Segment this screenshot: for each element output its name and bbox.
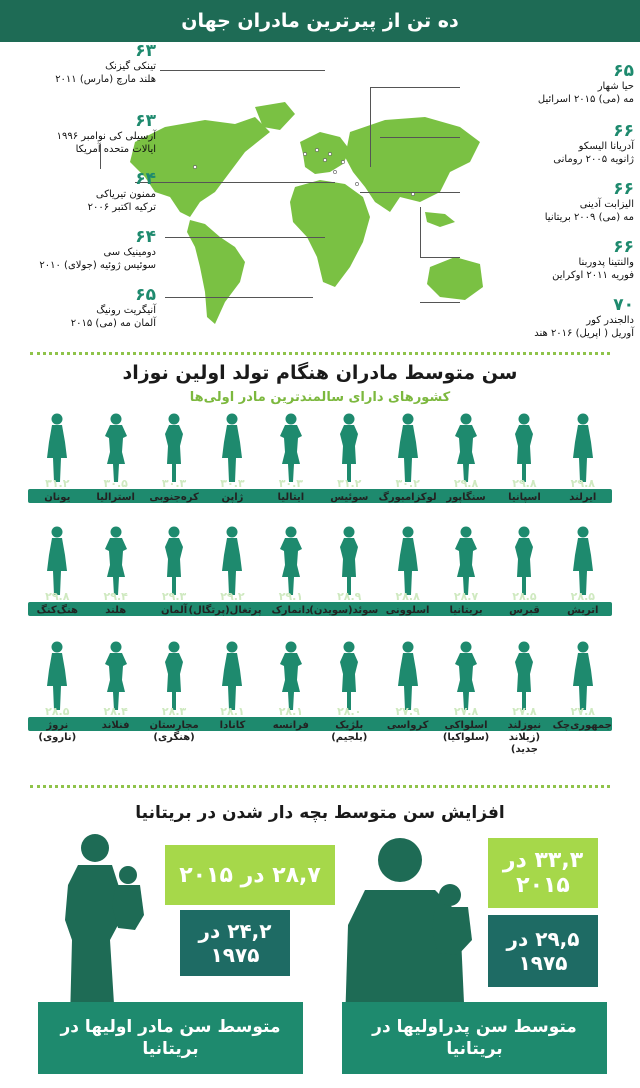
section-subtitle: کشورهای دارای سالمندترین مادر اولی‌ها: [189, 390, 451, 405]
country-cell: ۲۸.۱ فرانسه: [272, 705, 309, 731]
country-row: [28, 525, 612, 643]
mother-entry: ۶۵ آنیگریت رونیگ آلمان مه (می) ۲۰۱۵: [70, 285, 156, 329]
mother-entry: ۶۶ آدریانا الیسکو ژانویه ۲۰۰۵ رومانی: [553, 121, 634, 165]
mother-entry: ۶۵ حیا شهار مه (می) ۲۰۱۵ اسرائیل: [537, 61, 634, 105]
mother-2015-box: ۲۸,۷ در ۲۰۱۵: [165, 845, 335, 905]
woman-silhouette: [212, 525, 252, 595]
father-2015-box: ۳۳,۳ در ۲۰۱۵: [488, 838, 598, 908]
mother-entry: ۶۳ تینکی گیزنک هلند مارچ (مارس) ۲۰۱۱: [55, 41, 156, 85]
leader-line: [380, 137, 460, 138]
father-child-silhouette: [340, 835, 490, 1025]
mother-child-silhouette: [40, 830, 170, 1020]
father-label-box: متوسط سن پدراولیها در بریتانیا: [342, 1002, 607, 1074]
woman-silhouette: [446, 525, 486, 595]
mother-1975-box: ۲۴,۲ در ۱۹۷۵: [180, 910, 290, 976]
country-cell: ۲۹.۴ هلند: [103, 590, 128, 616]
country-cell: ۲۹.۸ هنگ‌کنگ: [36, 590, 78, 616]
woman-silhouette: [271, 525, 311, 595]
country-cell: ۲۸.۵ قبرس: [509, 590, 540, 616]
country-row: [28, 412, 612, 530]
divider: [30, 352, 610, 355]
country-cell: ۲۸.۰ بلژیک (بلجیم): [331, 705, 368, 743]
leader-line: [420, 207, 421, 257]
mother-entry: ۷۰ دالجندر کور آوریل ( اپریل) ۲۰۱۶ هند: [534, 295, 634, 339]
woman-silhouette: [388, 640, 428, 710]
page-title: ده تن از پیرترین مادران جهان: [181, 10, 459, 32]
country-cell: ۳۱.۲ یونان: [44, 477, 71, 503]
country-cell: ۲۸.۴ فنلاند: [101, 705, 130, 731]
page-header: [0, 0, 640, 42]
row-labels: [28, 477, 612, 504]
woman-silhouette: [212, 412, 252, 482]
divider: [30, 785, 610, 788]
woman-silhouette: [446, 640, 486, 710]
country-cell: ۲۸.۵ اتریش: [567, 590, 599, 616]
woman-silhouette: [154, 412, 194, 482]
country-cell: ۲۸.۹ سوئد(سویدن): [309, 590, 379, 616]
country-cell: ۲۸.۷ بریتانیا: [449, 590, 483, 616]
mother-entry: ۶۳ آرسیلی کی نوامبر ۱۹۹۶ ایالات متحده آمریکا: [56, 111, 156, 155]
country-cell: ۲۹.۸ ایرلند: [569, 477, 597, 503]
world-map-section: [0, 42, 640, 347]
country-cell: ۳۰.۲ لوکزامبورگ: [378, 477, 437, 503]
country-cell: ۳۰.۳ ژاپن: [220, 477, 245, 503]
woman-silhouette: [504, 412, 544, 482]
country-cell: ۲۹.۲ پرتغال(پرتگال): [188, 590, 262, 616]
section-title: افزایش سن متوسط بچه دار شدن در بریتانیا: [135, 803, 505, 823]
mother-entry: ۶۶ الیزابت آدینی مه (می) ۲۰۰۹ بریتانیا: [544, 179, 634, 223]
woman-silhouette: [96, 640, 136, 710]
figure-row: [28, 525, 612, 595]
country-cell: ۲۸.۸ اسلوونی: [385, 590, 430, 616]
woman-silhouette: [388, 525, 428, 595]
woman-silhouette: [96, 412, 136, 482]
leader-line: [165, 237, 325, 238]
woman-silhouette: [96, 525, 136, 595]
country-cell: ۲۹.۱ دانمارک: [271, 590, 311, 616]
woman-silhouette: [563, 640, 603, 710]
mother-label-box: متوسط سن مادر اولیها در بریتانیا: [38, 1002, 303, 1074]
country-cell: ۳۱.۲ سوئیس: [330, 477, 369, 503]
figure-row: [28, 412, 612, 482]
leader-line: [420, 302, 460, 303]
country-cell: ۲۸.۵ نروژ (ناروی): [38, 705, 77, 743]
woman-silhouette: [37, 412, 77, 482]
woman-silhouette: [388, 412, 428, 482]
country-cell: ۳۰.۵ استرالیا: [96, 477, 135, 503]
mother-entry: ۶۶ والنتینا پدوربنا فوریه ۲۰۱۱ اوکراین: [552, 237, 634, 281]
country-cell: ۲۹.۳ آلمان: [160, 590, 188, 616]
woman-silhouette: [446, 412, 486, 482]
country-cell: ۲۹.۸ سنگاپور: [446, 477, 486, 503]
country-cell: ۳۰.۳ ایتالیا: [277, 477, 305, 503]
country-cell: ۲۹.۸ اسپانیا: [508, 477, 541, 503]
woman-silhouette: [37, 525, 77, 595]
country-cell: ۲۷.۸ جمهوری‌چک: [552, 705, 612, 731]
figure-row: [28, 640, 612, 710]
woman-silhouette: [37, 640, 77, 710]
mother-entry: ۶۴ دومینیک سی سوئیس ژوئیه (جولای) ۲۰۱۰: [39, 227, 156, 271]
woman-silhouette: [563, 525, 603, 595]
leader-line: [370, 87, 371, 167]
country-cell: ۲۷.۸ اسلواکی (سلواکیا): [442, 705, 490, 743]
country-cell: ۲۸.۳ مجارستان (هنگری): [149, 705, 199, 743]
woman-silhouette: [154, 640, 194, 710]
woman-silhouette: [504, 525, 544, 595]
woman-silhouette: [504, 640, 544, 710]
woman-silhouette: [271, 412, 311, 482]
leader-line: [360, 192, 460, 193]
leader-line: [370, 87, 460, 88]
country-cell: ۲۷.۸ نیوزلند (زیلاند جدید): [507, 705, 542, 755]
woman-silhouette: [329, 525, 369, 595]
father-1975-box: ۲۹,۵ در ۱۹۷۵: [488, 915, 598, 987]
section-title: سن متوسط مادران هنگام تولد اولین نوزاد: [122, 362, 518, 384]
leader-line: [165, 297, 313, 298]
leader-line: [420, 257, 460, 258]
mother-entry: ۶۴ ممنون تیریاکی ترکیه اکتبر ۲۰۰۶: [87, 169, 156, 213]
row-labels: [28, 705, 612, 756]
woman-silhouette: [154, 525, 194, 595]
woman-silhouette: [212, 640, 252, 710]
woman-silhouette: [271, 640, 311, 710]
country-cell: ۳۰.۳ کره‌جنوبی: [149, 477, 199, 503]
country-cell: ۲۷.۹ کرواسی: [386, 705, 429, 731]
leader-line: [160, 70, 325, 71]
woman-silhouette: [329, 640, 369, 710]
row-labels: [28, 590, 612, 617]
woman-silhouette: [329, 412, 369, 482]
country-cell: ۲۸.۱ کانادا: [219, 705, 246, 731]
country-row: [28, 640, 612, 775]
leader-line: [135, 182, 335, 183]
woman-silhouette: [563, 412, 603, 482]
